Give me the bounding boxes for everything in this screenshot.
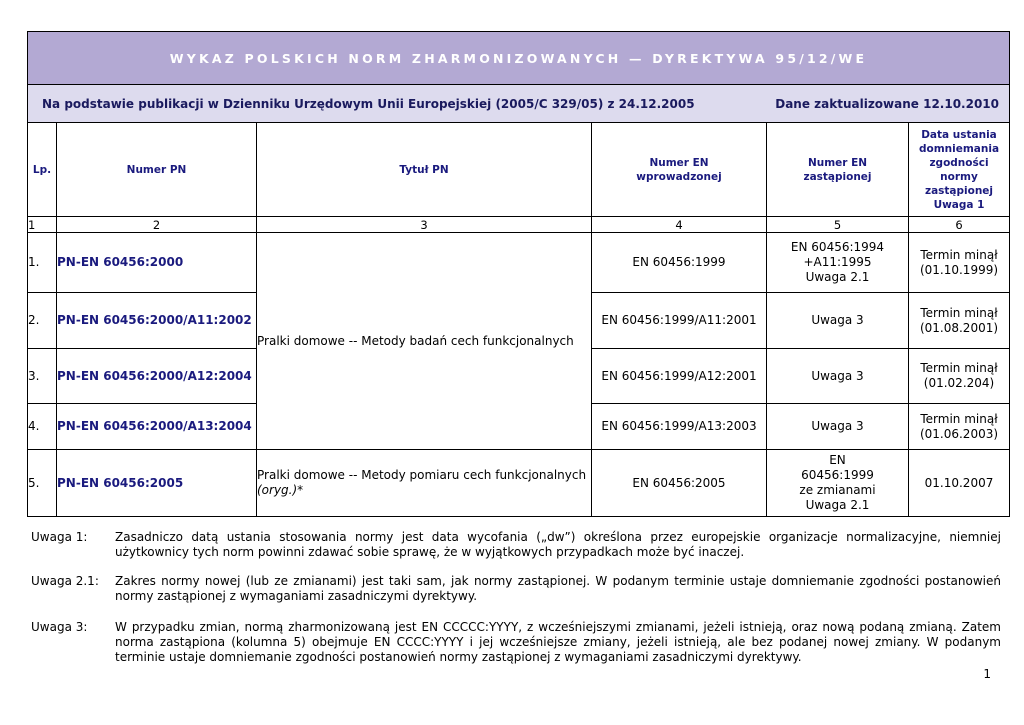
column-number: 2: [57, 217, 257, 233]
note-text: W przypadku zmian, normą zharmonizowaną jest EN CCCCC:YYYY, z wcześniejszymi zmianami, jeżeli istnieją, oraz nową podaną zmianą. Zatem norma zastąpiona (kolumna 5) obejmuje EN CCCC:YYYY i jej wcześniejsze zmiany, jeżeli istnieją, ale bez podanej nowej zmiany. W podanym terminie ustaje domniemanie zgodności postanowień normy zastąpionej z wymaganiami zasadniczymi dyrektywy.: [115, 620, 1001, 664]
update-date: Dane zaktualizowane 12.10.2010: [775, 96, 1000, 111]
row-date: [909, 404, 1010, 450]
note-1: [31, 530, 1001, 560]
row-en-replaced: Uwaga 3: [767, 349, 909, 404]
row-en-replaced-text: EN 60456:1999 ze zmianami Uwaga 2.1: [799, 453, 876, 512]
page-number: 1: [983, 667, 991, 681]
row-title: Pralki domowe -- Metody badań cech funkcjonalnych: [257, 233, 592, 450]
row-en-replaced: [767, 233, 909, 293]
standards-table: [27, 31, 1010, 517]
row-en-replaced: Uwaga 3: [767, 293, 909, 349]
header-data-ustania-text: Data ustania domniemania zgodności normy zastąpionej Uwaga 1: [919, 128, 1000, 211]
row-en-introduced: EN 60456:1999/A11:2001: [592, 293, 767, 349]
note-text: Zakres normy nowej (lub ze zmianami) jest taki sam, jak normy zastąpionej. W podanym terminie ustaje domniemanie zgodności postanowień normy zastąpionej z wymaganiami zasadniczymi dyrektywy.: [115, 574, 1001, 603]
table-row: [28, 233, 1010, 293]
note-text: Zasadniczo datą ustania stosowania normy jest data wycofania („dw”) określona przez europejskie organizacje normalizacyjne, niemniej użytkownicy tych norm powinni zdawać sobie sprawę, że w wyjątkowych przypadkach może być inaczej.: [115, 530, 1001, 559]
row-date-text: Termin minął (01.08.2001): [919, 305, 999, 335]
row-title-asterisk: *: [297, 483, 304, 497]
row-pn-number: PN-EN 60456:2000/A13:2004: [57, 404, 257, 450]
row-lp: 1.: [28, 233, 57, 293]
column-number: 1: [28, 217, 57, 233]
row-date: [909, 233, 1010, 293]
note-label: Uwaga 3:: [31, 620, 88, 634]
column-number: 5: [767, 217, 909, 233]
header-tytul-pn: Tytuł PN: [257, 123, 592, 217]
header-en-wprowadzonej: [592, 123, 767, 217]
note-label: Uwaga 2.1:: [31, 574, 99, 588]
row-date: [909, 349, 1010, 404]
header-lp: Lp.: [28, 123, 57, 217]
note-label: Uwaga 1:: [31, 530, 88, 544]
note-3: [31, 620, 1001, 665]
header-en-zastapionej: [767, 123, 909, 217]
header-en-zastapionej-text: Numer EN zastąpionej: [803, 156, 872, 183]
row-en-introduced: EN 60456:2005: [592, 450, 767, 517]
row-date: 01.10.2007: [909, 450, 1010, 517]
row-title-text: Pralki domowe -- Metody pomiaru cech funkcjonalnych: [257, 468, 587, 482]
row-date-text: Termin minął (01.10.1999): [919, 247, 999, 277]
row-lp: 3.: [28, 349, 57, 404]
document-title: WYKAZ POLSKICH NORM ZHARMONIZOWANYCH — DYREKTYWA 95/12/WE: [28, 32, 1010, 85]
row-lp: 2.: [28, 293, 57, 349]
row-title-original-marker: (oryg.): [257, 483, 298, 497]
column-number: 6: [909, 217, 1010, 233]
row-title: [257, 450, 592, 517]
row-date: [909, 293, 1010, 349]
column-number: 4: [592, 217, 767, 233]
publication-reference: Na podstawie publikacji w Dzienniku Urzędowym Unii Europejskiej (2005/C 329/05) z 24.12.2005: [42, 96, 695, 111]
row-en-introduced: EN 60456:1999/A12:2001: [592, 349, 767, 404]
row-en-replaced: Uwaga 3: [767, 404, 909, 450]
row-en-replaced-text: EN 60456:1994 +A11:1995 Uwaga 2.1: [790, 240, 885, 284]
row-pn-number: PN-EN 60456:2000: [57, 233, 257, 293]
row-pn-number: PN-EN 60456:2005: [57, 450, 257, 517]
header-numer-pn: Numer PN: [57, 123, 257, 217]
row-pn-number: PN-EN 60456:2000/A11:2002: [57, 293, 257, 349]
header-data-ustania: [909, 123, 1010, 217]
subtitle-bar: [28, 85, 1010, 123]
row-pn-number: PN-EN 60456:2000/A12:2004: [57, 349, 257, 404]
row-lp: 5.: [28, 450, 57, 517]
table-row: [28, 450, 1010, 517]
note-2-1: [31, 574, 1001, 604]
row-en-introduced: EN 60456:1999/A13:2003: [592, 404, 767, 450]
header-en-wprowadzonej-text: Numer EN wprowadzonej: [636, 156, 722, 183]
row-date-text: Termin minął (01.02.204): [920, 361, 998, 390]
row-lp: 4.: [28, 404, 57, 450]
row-en-introduced: EN 60456:1999: [592, 233, 767, 293]
row-en-replaced: [767, 450, 909, 517]
row-date-text: Termin minął (01.06.2003): [919, 411, 999, 441]
column-number: 3: [257, 217, 592, 233]
